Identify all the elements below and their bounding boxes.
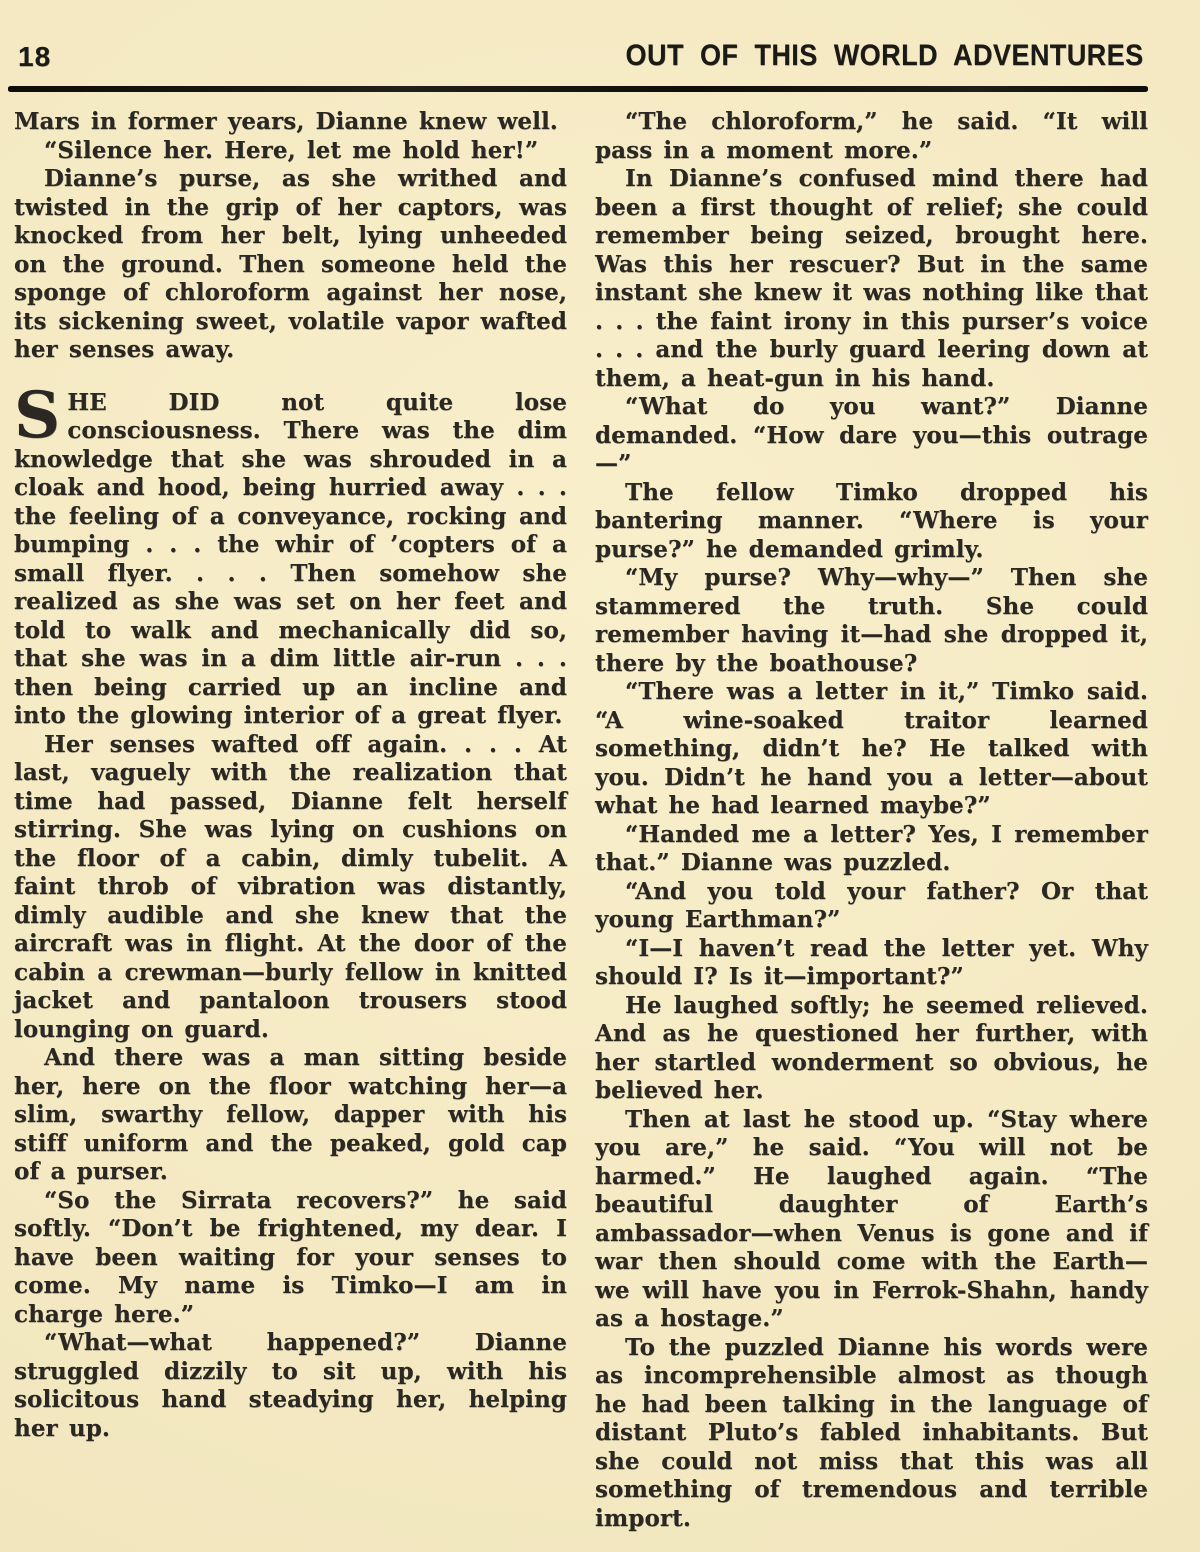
- right-column: [595, 108, 1148, 1533]
- running-header: [18, 40, 1144, 72]
- paragraph: Her senses wafted off again. . . . At last, vaguely with the realization that time had passed, Dianne felt herself stirring. She was lying on cushions on the floor of a cabin, dimly tubelit. A faint throb of vibration was distantly, dimly audible and she knew that the aircraft was in flight. At the door of the cabin a crewman—burly fellow in knitted jacket and pantaloon trousers stood lounging on guard.: [14, 730, 567, 1043]
- paragraph: To the puzzled Dianne his words were as incomprehensible almost as though he had been talking in the language of distant Pluto’s fabled inhabitants. But she could not miss that this was all something of tremendous and terrible import.: [595, 1333, 1148, 1532]
- paragraph-with-drop-cap: [14, 377, 567, 731]
- paragraph: He laughed softly; he seemed relieved. And as he questioned her further, with her startled wonderment so obvious, he believed her.: [595, 991, 1148, 1104]
- page-number: 18: [18, 41, 52, 72]
- paragraph: “And you told your father? Or that young Earthman?”: [595, 877, 1148, 933]
- running-title: OUT OF THIS WORLD ADVENTURES: [626, 39, 1144, 72]
- drop-cap: S: [14, 377, 61, 453]
- paragraph: In Dianne’s confused mind there had been a first thought of relief; she could remember being seized, brought here. Was this her rescuer? But in the same instant she knew it was nothing like that . . . the faint irony in this purser’s voice . . . and the burly guard leering down at them, a heat-gun in his hand.: [595, 165, 1148, 392]
- paragraph-text: HE DID not quite lose consciousness. There was the dim knowledge that she was shrouded in a cloak and hood, being hurried away . . . the feeling of a conveyance, rocking and bumping . . . the whir of ’copters of a small flyer. . . . Then somehow she realized as she was set on her feet and told to walk and mechanically did so, that she was in a dim little air-run . . . then being carried up an incline and into the glowing interior of a great flyer.: [14, 388, 567, 729]
- paragraph: Dianne’s purse, as she writhed and twisted in the grip of her captors, was knocked from her belt, lying unheeded on the ground. Then someone held the sponge of chloroform against her nose, its sickening sweet, volatile vapor wafted her senses away.: [14, 165, 567, 363]
- text-columns: [14, 108, 1148, 1533]
- paragraph: “The chloroform,” he said. “It will pass in a moment more.”: [595, 108, 1148, 164]
- paragraph: And there was a man sitting beside her, here on the floor watching her—a slim, swarthy fellow, dapper with his stiff uniform and the peaked, gold cap of a purser.: [14, 1044, 567, 1185]
- paragraph: The fellow Timko dropped his bantering manner. “Where is your purse?” he demanded grimly.: [595, 478, 1148, 563]
- paragraph: “Handed me a letter? Yes, I remember that.” Dianne was puzzled.: [595, 820, 1148, 876]
- paragraph: “So the Sirrata recovers?” he said softly. “Don’t be frightened, my dear. I have been waiting for your senses to come. My name is Timko—I am in charge here.”: [14, 1186, 567, 1328]
- left-column: [14, 108, 567, 1533]
- paragraph: “Silence her. Here, let me hold her!”: [44, 136, 539, 164]
- header-rule: [8, 86, 1148, 92]
- paragraph: “I—I haven’t read the letter yet. Why should I? Is it—important?”: [595, 934, 1148, 990]
- paragraph: “There was a letter in it,” Timko said. “A wine-soaked traitor learned something, didn’t he? He talked with you. Didn’t he hand you a letter—about what he had learned maybe?”: [595, 678, 1148, 819]
- paragraph: “What do you want?” Dianne demanded. “How dare you—this outrage—”: [595, 393, 1148, 477]
- paragraph: “My purse? Why—why—” Then she stammered the truth. She could remember having it—had she dropped it, there by the boathouse?: [595, 564, 1148, 677]
- paragraph: Then at last he stood up. “Stay where you are,” he said. “You will not be harmed.” He laughed again. “The beautiful daughter of Earth’s ambassador—when Venus is gone and if war then should come with the Earth—we will have you in Ferrok-Shahn, handy as a hostage.”: [595, 1105, 1148, 1332]
- paragraph: “What—what happened?” Dianne struggled dizzily to sit up, with his solicitous hand steadying her, helping her up.: [14, 1329, 567, 1442]
- paragraph: Mars in former years, Dianne knew well.: [14, 108, 558, 135]
